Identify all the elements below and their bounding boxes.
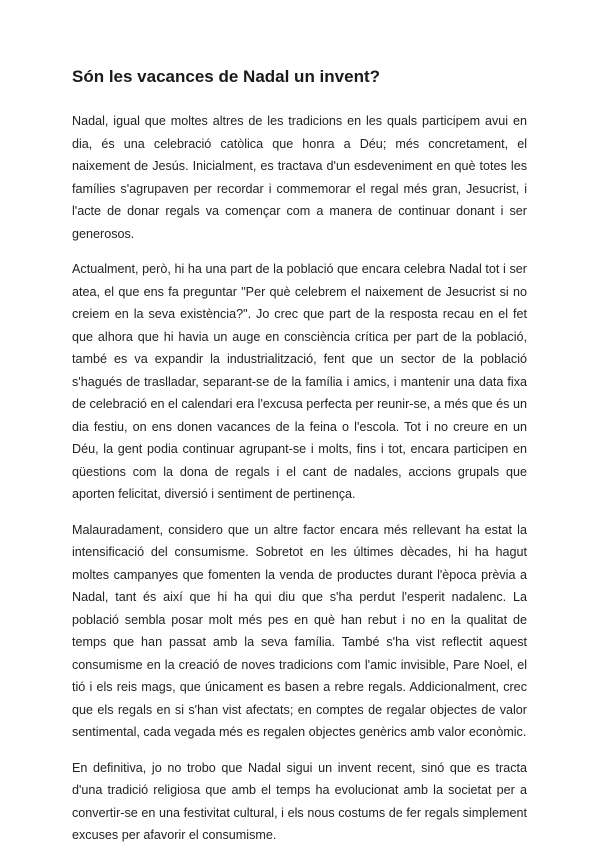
paragraph-1: Nadal, igual que moltes altres de les tradicions en les quals participem avui en dia, és una celebració catòlica que honra a Déu; més concretament, el naixement de Jesús. Inicialment, es tractava d'un esdeveniment en què totes les famílies s'agrupaven per recordar i commemorar el regal més gran, Jesucrist, i l'acte de donar regals va començar com a manera de continuar donant i ser generosos. [72,114,527,241]
paragraph-2: Actualment, però, hi ha una part de la població que encara celebra Nadal tot i ser atea, el que ens fa preguntar "Per què celebrem el naixement de Jesucrist si no creiem en la seva existència?". Jo crec que part de la resposta recau en el fet que alhora que hi havia un auge en consciència crítica per part de la població, també es va expandir la industrialització, fent que un sector de la població s'hagués de traslladar, separant-se de la família i amics, i mantenir una data fixa de celebració en el calendari era l'excusa perfecta per reunir-se, a més que és un dia festiu, on ens donen vacances de la feina o l'escola. Tot i no creure en un Déu, la gent podia continuar agrupant-se i molts, fins i tot, encara participen en qüestions com la dona de regals i el cant de nadales, accions grupals que aporten felicitat, diversió i sentiment de pertinença. [72,262,527,501]
document-page [72,66,527,860]
paragraph-3: Malauradament, considero que un altre factor encara més rellevant ha estat la intensificació del consumisme. Sobretot en les últimes dècades, hi ha hagut moltes campanyes que fomenten la venda de productes durant l'època prèvia a Nadal, tant és així que hi ha qui diu que s'ha perdut l'esperit nadalenc. La població sembla posar molt més pes en què han rebut i no en la qualitat de temps que han passat amb la seva família. També s'ha vist reflectit aquest consumisme en la creació de noves tradicions com l'amic invisible, Pare Noel, el tió i els reis mags, que únicament es basen a rebre regals. Addicionalment, crec que els regals en si s'han vist afectats; en comptes de regalar objectes de valor sentimental, cada vegada més es regalen objectes genèrics amb valor econòmic. [72,522,527,739]
document-title: Són les vacances de Nadal un invent? [72,67,380,86]
paragraph-4: En definitiva, jo no trobo que Nadal sigui un invent recent, sinó que es tracta d'una tradició religiosa que amb el temps ha evolucionat amb la societat per a convertir-se en una festivitat cultural, i els nous costums de fer regals simplement excuses per afavorir el consumisme. [72,760,527,842]
